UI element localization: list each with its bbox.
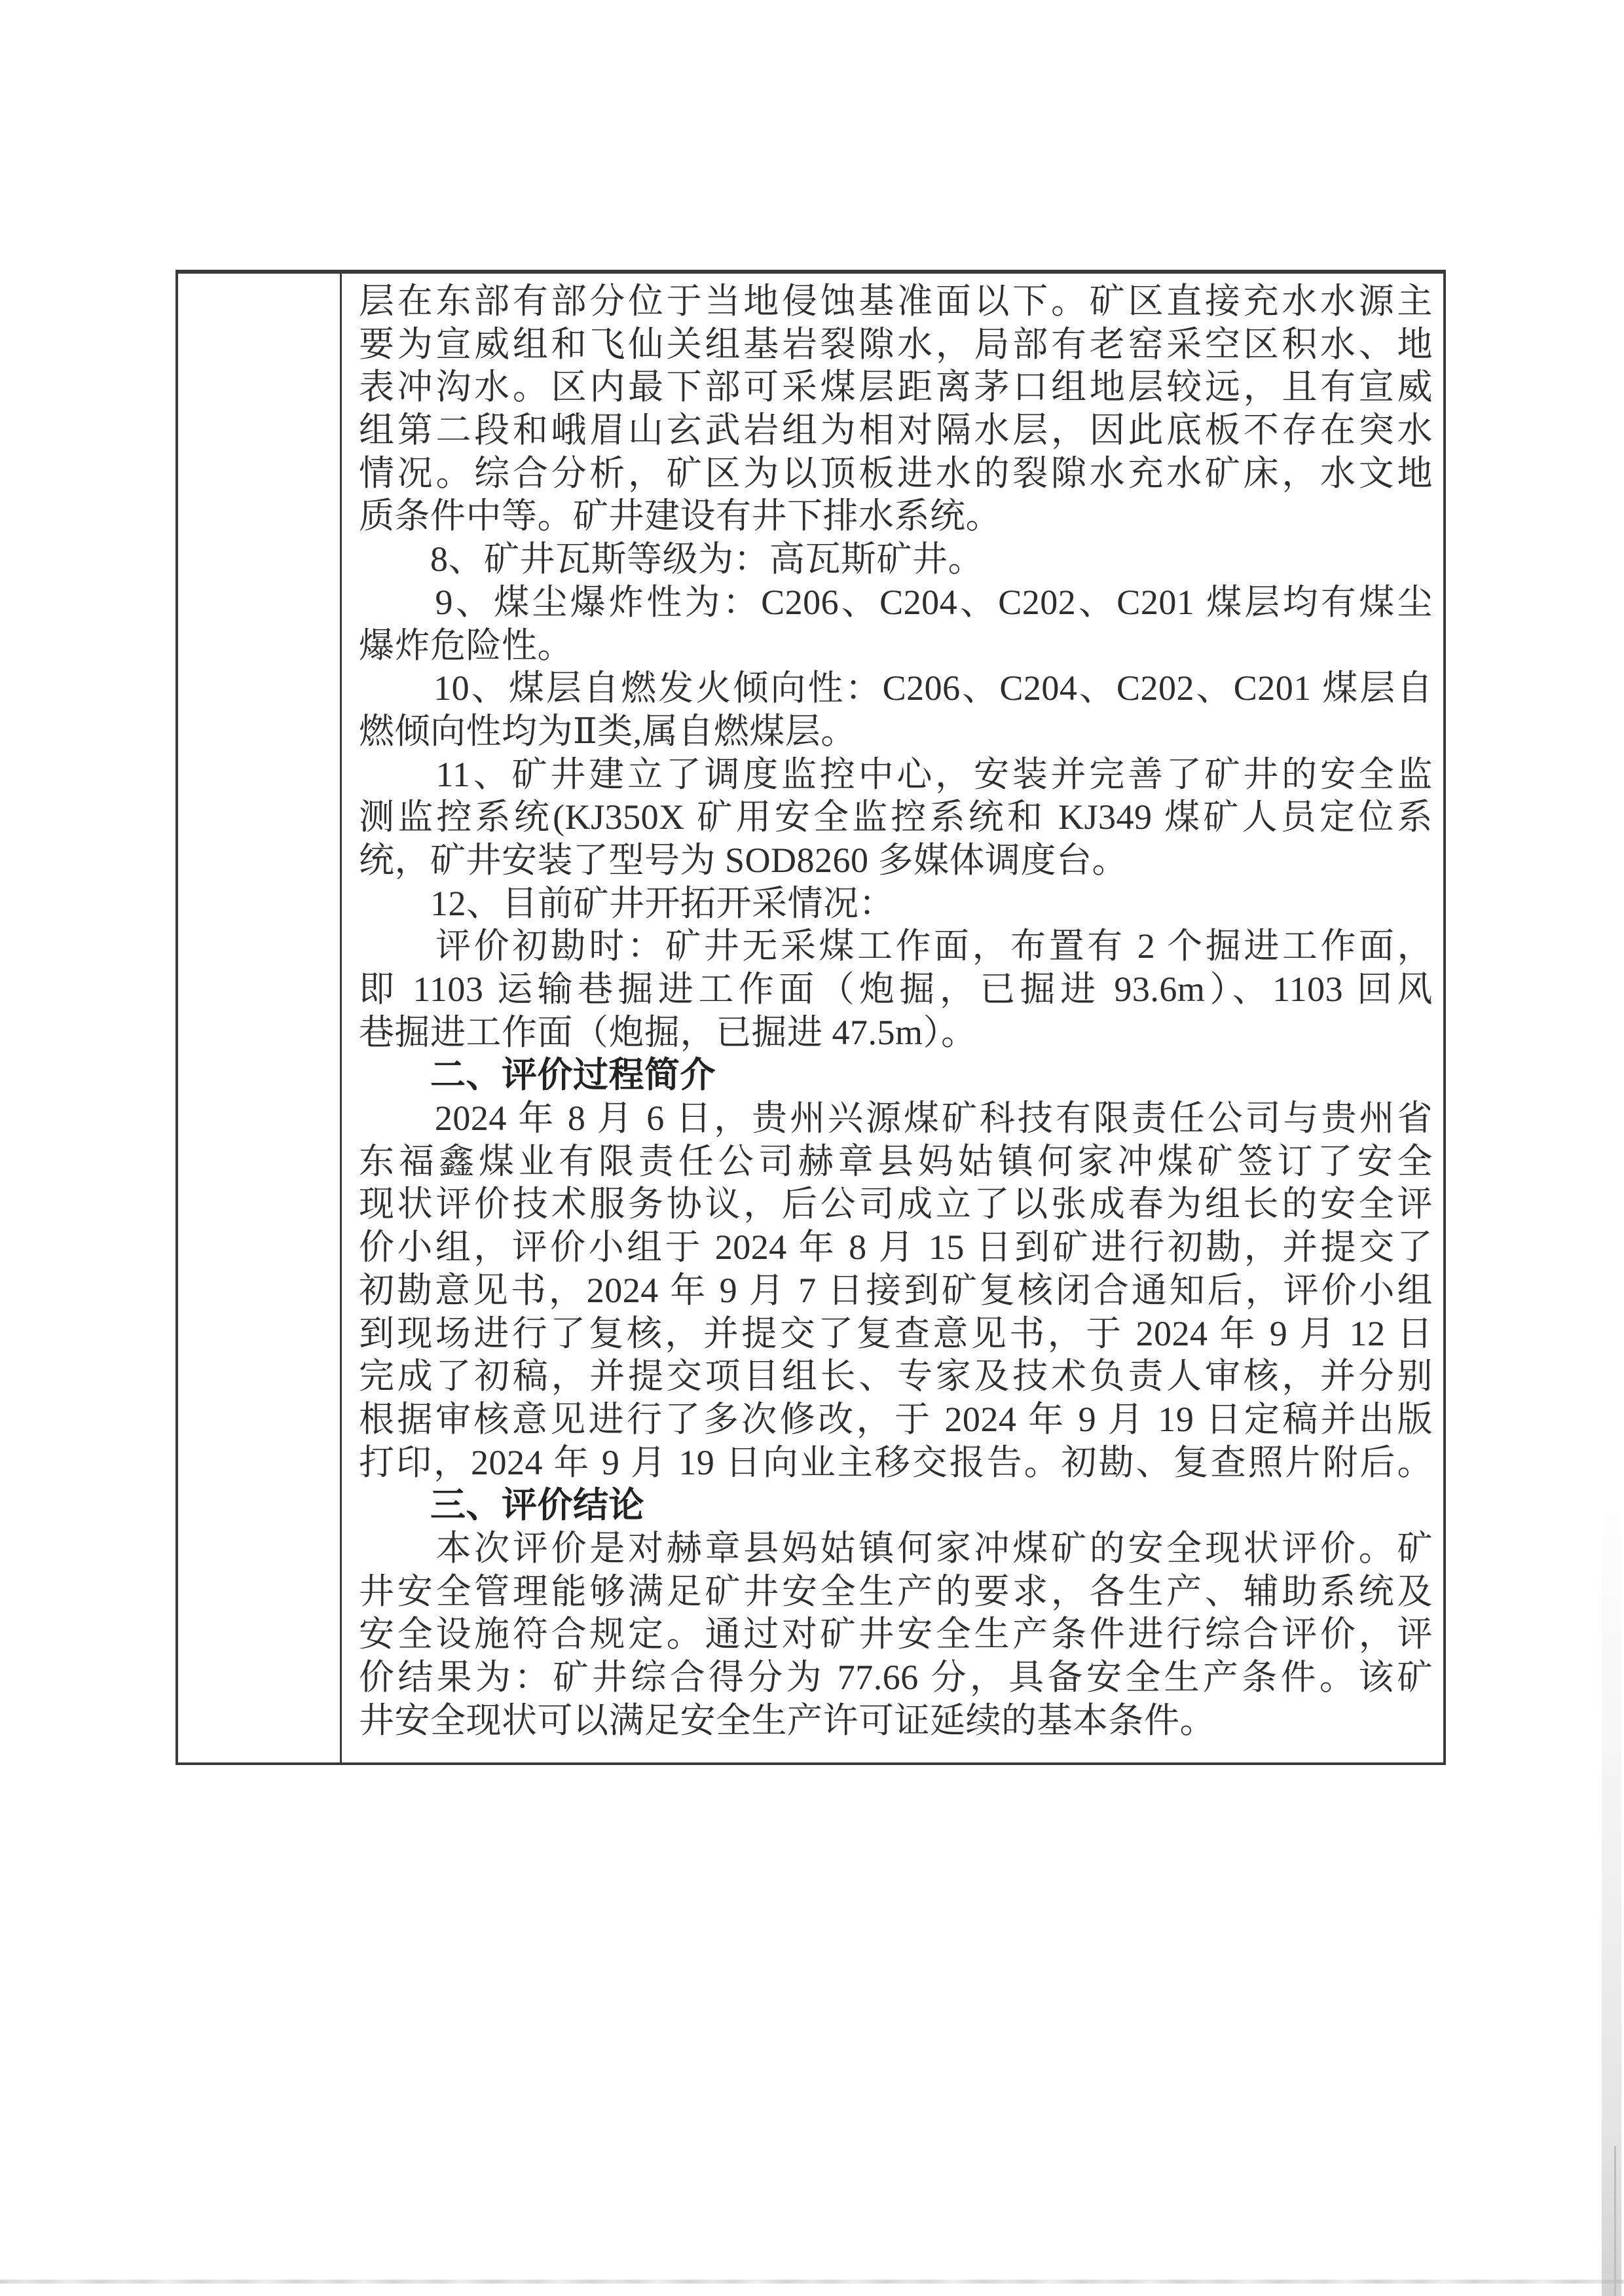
table-content-cell: [342, 274, 1443, 1762]
text-line: 即 1103 运输巷掘进工作面（炮掘，已掘进 93.6m）、1103 回风: [359, 970, 1433, 1009]
scan-artifact-right-streak: [1602, 1467, 1621, 2296]
text-line: 2024 年 8 月 6 日，贵州兴源煤矿科技有限责任公司与贵州省: [359, 1099, 1433, 1139]
text-line: 情况。综合分析，矿区为以顶板进水的裂隙水充水矿床，水文地: [359, 453, 1433, 493]
scan-artifact-bottom-line: [0, 2280, 1624, 2284]
text-line: 东福鑫煤业有限责任公司赫章县妈姑镇何家冲煤矿签订了安全: [359, 1141, 1433, 1181]
text-line: 完成了初稿，并提交项目组长、专家及技术负责人审核，并分别: [359, 1357, 1433, 1396]
text-line: 三、评价结论: [359, 1485, 644, 1525]
text-line: 打印，2024 年 9 月 19 日向业主移交报告。初勘、复查照片附后。: [359, 1442, 1433, 1482]
text-line: 要为宣威组和飞仙关组基岩裂隙水，局部有老窑采空区积水、地: [359, 324, 1433, 364]
text-line: 统，矿井安装了型号为 SOD8260 多媒体调度台。: [359, 840, 1128, 880]
text-line: 爆炸危险性。: [359, 625, 573, 665]
scan-artifact-right-edge: [1614, 2146, 1616, 2296]
text-line: 安全设施符合规定。通过对矿井安全生产条件进行综合评价，评: [359, 1614, 1433, 1654]
text-line: 11、矿井建立了调度监控中心，安装并完善了矿井的安全监: [359, 754, 1433, 794]
text-line: 质条件中等。矿井建设有井下排水系统。: [359, 496, 1001, 536]
text-line: 表冲沟水。区内最下部可采煤层距离茅口组地层较远，且有宣威: [359, 367, 1433, 407]
text-line: 10、煤层自燃发火倾向性：C206、C204、C202、C201 煤层自: [359, 668, 1433, 708]
text-line: 价小组，评价小组于 2024 年 8 月 15 日到矿进行初勘，并提交了: [359, 1228, 1433, 1267]
text-line: 现状评价技术服务协议，后公司成立了以张成春为组长的安全评: [359, 1184, 1433, 1224]
text-line: 到现场进行了复核，并提交了复查意见书，于 2024 年 9 月 12 日: [359, 1313, 1433, 1353]
text-line: 组第二段和峨眉山玄武岩组为相对隔水层，因此底板不存在突水: [359, 410, 1433, 450]
text-line: 巷掘进工作面（炮掘，已掘进 47.5m）。: [359, 1012, 977, 1052]
text-line: 测监控系统(KJ350X 矿用安全监控系统和 KJ349 煤矿人员定位系: [359, 797, 1433, 837]
text-line: 8、矿井瓦斯等级为：高瓦斯矿井。: [359, 539, 984, 579]
text-line: 初勘意见书，2024 年 9 月 7 日接到矿复核闭合通知后，评价小组: [359, 1270, 1433, 1310]
text-line: 燃倾向性均为Ⅱ类,属自燃煤层。: [359, 711, 857, 751]
evaluation-table: [175, 270, 1446, 1765]
text-line: 根据审核意见进行了多次修改，于 2024 年 9 月 19 日定稿并出版: [359, 1399, 1433, 1439]
text-line: 井安全现状可以满足安全生产许可证延续的基本条件。: [359, 1700, 1215, 1740]
text-line: 9、煤尘爆炸性为：C206、C204、C202、C201 煤层均有煤尘: [359, 582, 1433, 622]
text-line: 本次评价是对赫章县妈姑镇何家冲煤矿的安全现状评价。矿: [359, 1528, 1433, 1568]
text-line: 价结果为：矿井综合得分为 77.66 分，具备安全生产条件。该矿: [359, 1658, 1433, 1697]
text-line: 12、目前矿井开拓开采情况：: [359, 883, 895, 923]
text-line: 层在东部有部分位于当地侵蚀基准面以下。矿区直接充水水源主: [359, 282, 1433, 321]
text-line: 井安全管理能够满足矿井安全生产的要求，各生产、辅助系统及: [359, 1571, 1433, 1611]
table-label-cell: [178, 274, 342, 1762]
text-line: 二、评价过程简介: [359, 1055, 716, 1095]
text-line: 评价初勘时：矿井无采煤工作面，布置有 2 个掘进工作面，: [359, 926, 1433, 966]
